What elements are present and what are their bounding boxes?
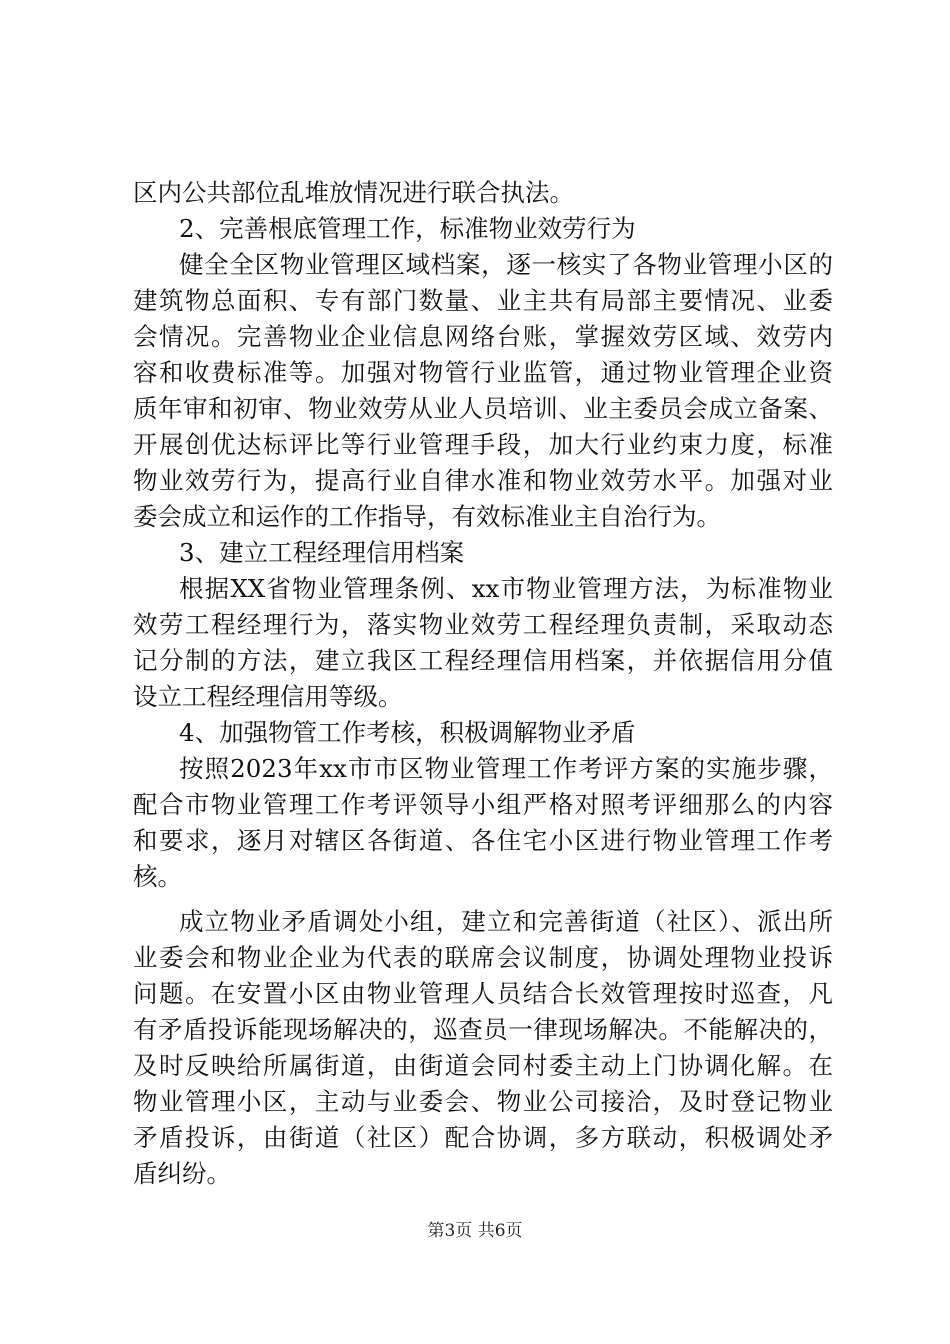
page-number-footer: 第3页 共6页 — [427, 1221, 523, 1241]
text-line: 设立工程经理信用等级。 — [133, 682, 403, 711]
section-heading: 2、完善根底管理工作，标准物业效劳行为 — [179, 214, 636, 243]
text-line: 健全全区物业管理区域档案，逐一核实了各物业管理小区的 — [179, 250, 833, 279]
text-line: 效劳工程经理行为，落实物业效劳工程经理负责制，采取动态 — [133, 610, 833, 639]
text-line: 容和收费标准等。加强对物管行业监管，通过物业管理企业资 — [133, 358, 833, 387]
text-line: 物业管理小区，主动与业委会、物业公司接洽，及时登记物业 — [133, 1087, 833, 1116]
text-line: 和要求，逐月对辖区各街道、各住宅小区进行物业管理工作考 — [133, 826, 833, 855]
text-line: 区内公共部位乱堆放情况进行联合执法。 — [133, 178, 574, 207]
text-line: 配合市物业管理工作考评领导小组严格对照考评细那么的内容 — [133, 790, 833, 819]
text-line: 矛盾投诉，由街道（社区）配合协调，多方联动，积极调处矛 — [133, 1123, 833, 1152]
text-line: 物业效劳行为，提高行业自律水准和物业效劳水平。加强对业 — [133, 466, 833, 495]
text-line: 建筑物总面积、专有部门数量、业主共有局部主要情况、业委 — [133, 286, 833, 315]
text-line: 按照2023年xx市市区物业管理工作考评方案的实施步骤， — [179, 754, 833, 783]
section-heading: 4、加强物管工作考核，积极调解物业矛盾 — [179, 718, 636, 747]
text-line: 委会成立和运作的工作指导，有效标准业主自治行为。 — [133, 502, 721, 531]
text-line: 记分制的方法，建立我区工程经理信用档案，并依据信用分值 — [133, 646, 833, 675]
text-line: 成立物业矛盾调处小组，建立和完善街道（社区）、派出所 — [179, 907, 833, 936]
text-line: 及时反映给所属街道，由街道会同村委主动上门协调化解。在 — [133, 1051, 833, 1080]
text-line: 有矛盾投诉能现场解决的，巡查员一律现场解决。不能解决的， — [133, 1015, 833, 1044]
text-line: 核。 — [133, 862, 182, 891]
text-line: 盾纠纷。 — [133, 1159, 231, 1188]
section-heading: 3、建立工程经理信用档案 — [179, 538, 465, 567]
text-line: 业委会和物业企业为代表的联席会议制度，协调处理物业投诉 — [133, 943, 833, 972]
text-line: 质年审和初审、物业效劳从业人员培训、业主委员会成立备案、 — [133, 394, 833, 423]
text-line: 问题。在安置小区由物业管理人员结合长效管理按时巡查，凡 — [133, 979, 833, 1008]
text-line: 开展创优达标评比等行业管理手段，加大行业约束力度，标准 — [133, 430, 833, 459]
text-line: 根据XX省物业管理条例、xx市物业管理方法，为标准物业 — [179, 574, 833, 603]
text-line: 会情况。完善物业企业信息网络台账，掌握效劳区域、效劳内 — [133, 322, 833, 351]
